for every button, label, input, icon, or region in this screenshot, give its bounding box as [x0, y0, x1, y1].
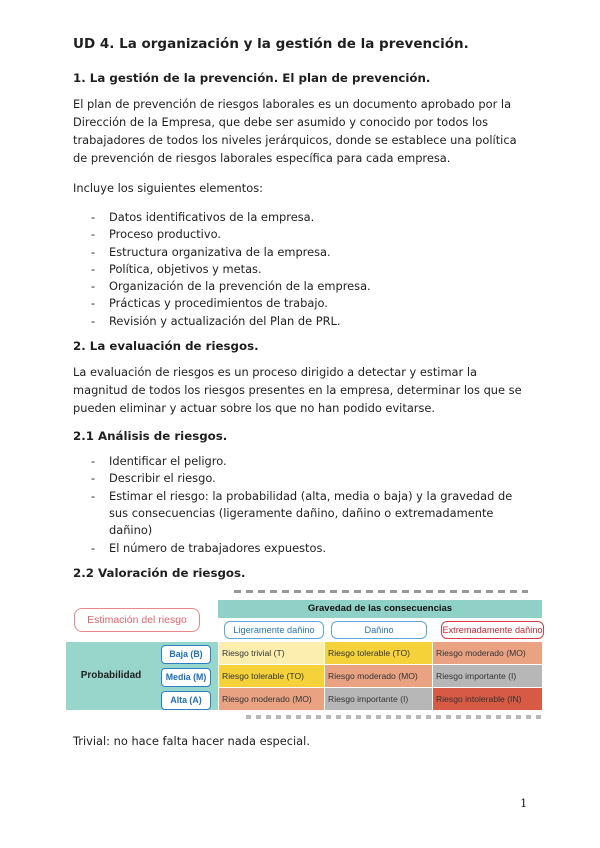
- section-2-1-heading: 2.1 Análisis de riesgos.: [73, 429, 228, 444]
- section-2-paragraph: La evaluación de riesgos es un proceso dirigido a detectar y estimar la magnitud de todos los riesgos presentes en la empresa, determinar los que se pueden eliminar y actuar sobre los que no han podido evitarse.: [73, 365, 522, 416]
- risk-cell-low-slight: Riesgo trivial (T): [218, 642, 324, 665]
- estimation-label: Estimación del riesgo: [74, 608, 200, 632]
- page-number: 1: [520, 796, 528, 810]
- risk-cell-low-harmful: Riesgo tolerable (TO): [324, 642, 432, 665]
- gravity-header: Gravedad de las consecuencias: [218, 600, 542, 618]
- risk-cell-medium-extreme: Riesgo importante (I): [432, 665, 542, 688]
- list-item: - Prácticas y procedimientos de trabajo.: [91, 295, 533, 312]
- level-high: Alta (A): [161, 691, 211, 710]
- list-item: - Identificar el peligro.: [91, 453, 533, 470]
- level-medium: Media (M): [161, 668, 211, 687]
- cropped-caption-top: [226, 590, 536, 596]
- document-title: UD 4. La organización y la gestión de la prevención.: [73, 36, 469, 52]
- risk-valuation-figure: [66, 590, 541, 720]
- section-1-intro: Incluye los siguientes elementos:: [73, 181, 263, 195]
- risk-cell-high-slight: Riesgo moderado (MO): [218, 688, 324, 711]
- risk-cell-high-harmful: Riesgo importante (I): [324, 688, 432, 711]
- list-item: - Datos identificativos de la empresa.: [91, 209, 533, 226]
- severity-slight: Ligeramente dañino: [224, 621, 324, 639]
- list-item: - Organización de la prevención de la empresa.: [91, 278, 533, 295]
- severity-harmful: Dañino: [331, 621, 427, 639]
- risk-cell-high-extreme: Riesgo intolerable (IN): [432, 688, 542, 711]
- trivial-note: Trivial: no hace falta hacer nada especial.: [73, 733, 310, 748]
- section-1-list: [73, 209, 533, 330]
- section-1-paragraph: El plan de prevención de riesgos laborales es un documento aprobado por la Dirección de la Empresa, que debe ser asumido y conocido por todos los trabajadores de todos los niveles jerárquicos, donde se establece una política de prevención de riesgos laborales específica para cada empresa.: [73, 97, 517, 165]
- risk-cell-medium-slight: Riesgo tolerable (TO): [218, 665, 324, 688]
- list-item: - Describir el riesgo.: [91, 470, 533, 487]
- cropped-caption-bottom: [246, 715, 541, 719]
- list-item: - Política, objetivos y metas.: [91, 261, 533, 278]
- level-low: Baja (B): [161, 645, 211, 664]
- list-item: - El número de trabajadores expuestos.: [91, 540, 533, 557]
- list-item: - Estimar el riesgo: la probabilidad (alta, media o baja) y la gravedad de sus consecuencias (ligeramente dañino, dañino o extremadamente dañino): [91, 488, 533, 540]
- severity-extreme: Extremadamente dañino: [441, 621, 544, 639]
- list-item: - Proceso productivo.: [91, 226, 533, 243]
- risk-cell-medium-harmful: Riesgo moderado (MO): [324, 665, 432, 688]
- list-item: - Revisión y actualización del Plan de PRL.: [91, 313, 533, 330]
- section-2-1-list: [73, 453, 533, 557]
- document-page: [73, 36, 543, 762]
- section-1-heading: 1. La gestión de la prevención. El plan de prevención.: [73, 71, 431, 85]
- section-2-heading: 2. La evaluación de riesgos.: [73, 339, 259, 354]
- section-2-2-heading: 2.2 Valoración de riesgos.: [73, 565, 246, 580]
- risk-cell-low-extreme: Riesgo moderado (MO): [432, 642, 542, 665]
- list-item: - Estructura organizativa de la empresa.: [91, 244, 533, 261]
- probability-label: Probabilidad: [66, 642, 156, 710]
